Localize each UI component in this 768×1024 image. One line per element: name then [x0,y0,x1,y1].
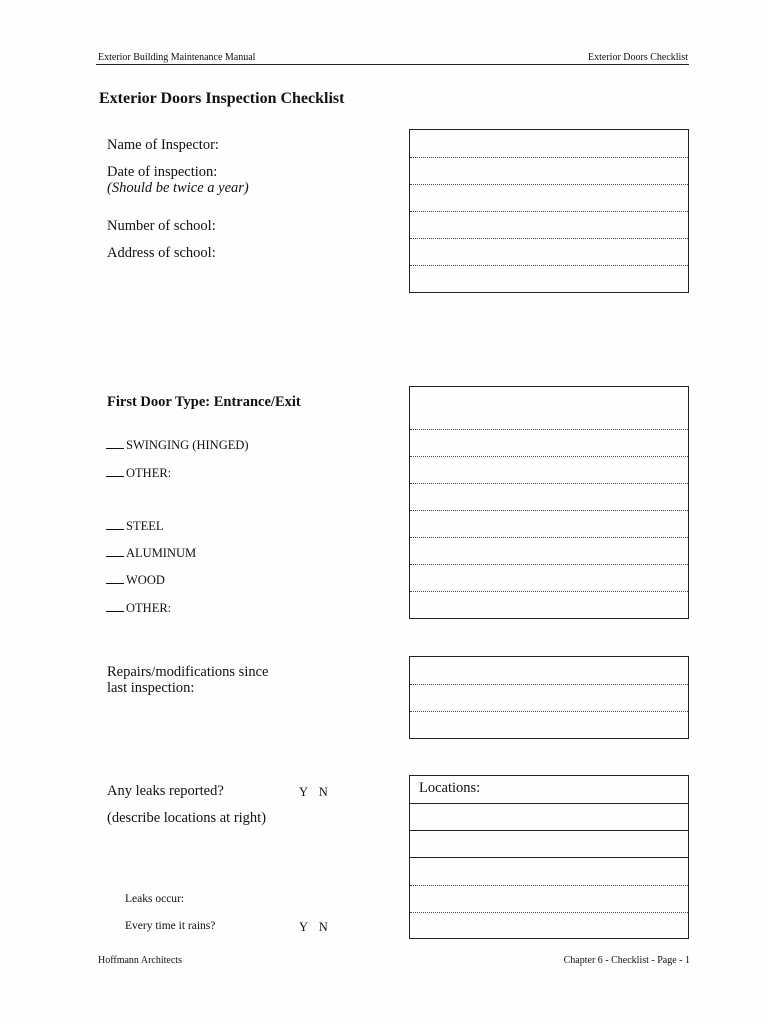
page-title: Exterior Doors Inspection Checklist [99,90,345,107]
option-checkbox-blank[interactable] [106,466,124,477]
door-type-field[interactable] [410,565,688,592]
option-label: OTHER: [126,466,172,480]
inspector-info-box [409,129,689,293]
locations-field[interactable] [410,804,688,831]
header-manual-title: Exterior Building Maintenance Manual [98,52,256,63]
footer-page-number: Chapter 6 - Checklist - Page - 1 [563,955,690,966]
inspection-date-field[interactable] [410,158,688,185]
school-address-label: Address of school: [107,245,216,261]
option-steel[interactable] [106,519,164,534]
school-address-field[interactable] [410,239,688,266]
option-checkbox-blank[interactable] [106,601,124,612]
option-aluminum[interactable] [106,546,196,561]
door-type-field[interactable] [410,511,688,538]
repairs-label-line1: Repairs/modifications since [107,664,269,680]
inspection-date-label: Date of inspection: [107,164,218,180]
door-type-field[interactable] [410,484,688,511]
door-type-box [409,386,689,619]
option-checkbox-blank[interactable] [106,573,124,584]
leaks-occur-label: Leaks occur: [125,893,185,905]
locations-field[interactable] [410,858,688,886]
locations-field[interactable] [410,886,688,913]
header-divider [96,64,689,65]
school-number-label: Number of school: [107,218,216,234]
option-label: WOOD [126,573,165,587]
locations-box [409,775,689,939]
leaks-question: Any leaks reported? [107,783,224,799]
repairs-field[interactable] [410,657,688,685]
door-type-field[interactable] [410,457,688,484]
leaks-yes-no[interactable]: Y N [299,785,329,799]
door-type-field[interactable] [410,387,688,430]
header-section-title: Exterior Doors Checklist [588,52,688,63]
option-label: OTHER: [126,601,172,615]
every-rain-yes-no[interactable]: Y N [299,920,329,934]
option-checkbox-blank[interactable] [106,519,124,530]
inspection-date-note: (Should be twice a year) [107,180,249,196]
option-label: ALUMINUM [126,546,197,560]
inspection-date-field-2[interactable] [410,185,688,212]
option-label: STEEL [126,519,164,533]
inspector-name-label: Name of Inspector: [107,137,219,153]
door-type-field[interactable] [410,430,688,457]
every-rain-label: Every time it rains? [125,920,216,932]
locations-field[interactable] [410,913,688,938]
locations-label: Locations: [410,776,688,804]
option-other-material[interactable] [106,601,171,616]
option-swinging[interactable] [106,438,249,453]
footer-company: Hoffmann Architects [98,955,182,966]
locations-field[interactable] [410,831,688,858]
leaks-instruction: (describe locations at right) [107,810,267,826]
repairs-field[interactable] [410,712,688,738]
school-address-field-2[interactable] [410,266,688,292]
door-type-field[interactable] [410,592,688,619]
option-label: SWINGING (HINGED) [126,438,249,452]
option-wood[interactable] [106,573,165,588]
school-number-field[interactable] [410,212,688,239]
door-type-heading: First Door Type: Entrance/Exit [107,394,301,410]
inspector-name-field[interactable] [410,130,688,158]
repairs-field[interactable] [410,685,688,712]
door-type-field[interactable] [410,538,688,565]
repairs-box [409,656,689,739]
option-other-operation[interactable] [106,466,171,481]
option-checkbox-blank[interactable] [106,438,124,449]
option-checkbox-blank[interactable] [106,546,124,557]
repairs-label-line2: last inspection: [107,680,195,696]
